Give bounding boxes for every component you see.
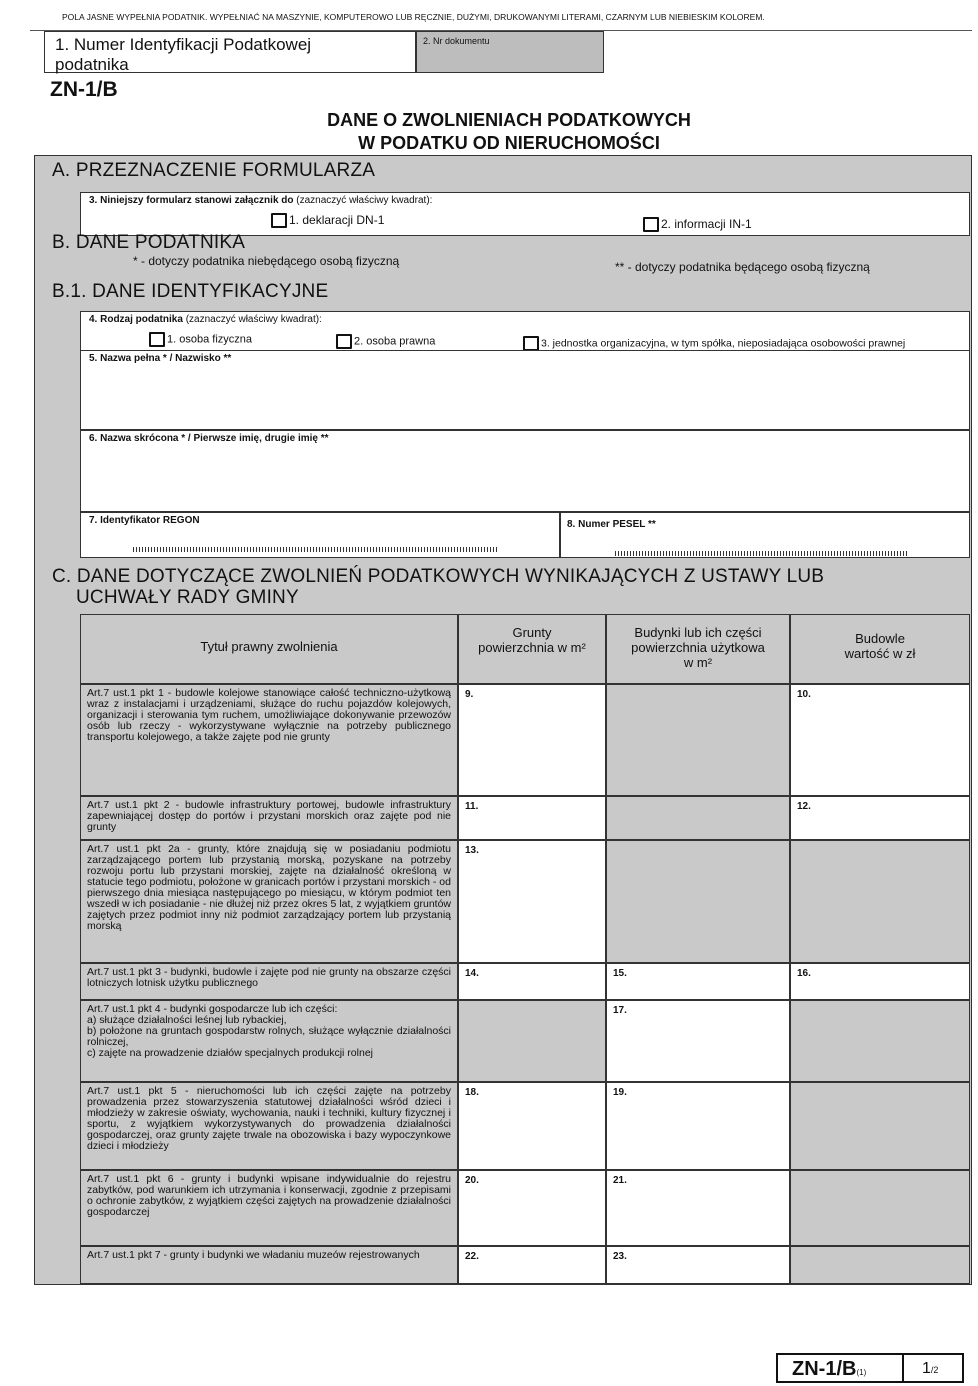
pesel-comb xyxy=(615,551,907,556)
exemption-value-cell xyxy=(606,796,790,840)
option-in1-label: 2. informacji IN-1 xyxy=(661,217,752,231)
exemption-value-cell[interactable] xyxy=(790,684,970,796)
exemption-title-text: Art.7 ust.1 pkt 7 - grunty i budynki we władaniu muzeów rejestrowanych xyxy=(87,1249,420,1261)
field-number: 9. xyxy=(465,689,474,700)
exemption-value-cell[interactable] xyxy=(458,684,606,796)
option-natural-person-label: 1. osoba fizyczna xyxy=(167,333,252,346)
pesel-field[interactable] xyxy=(560,512,970,558)
regon-comb xyxy=(133,547,497,552)
field-number xyxy=(791,1247,969,1255)
footer-page: 1 xyxy=(922,1360,931,1377)
col-header-buildings-l3: w m² xyxy=(683,655,713,670)
exemption-value-cell[interactable] xyxy=(458,1082,606,1170)
col-header-structures-l1: Budowle xyxy=(855,631,905,646)
section-b-title: B. DANE PODATNIKA xyxy=(52,232,246,253)
exemption-value-cell xyxy=(458,1000,606,1082)
col-header-structures-l2: wartość w zł xyxy=(844,646,916,661)
full-name-label: 5. Nazwa pełna * / Nazwisko ** xyxy=(89,353,232,364)
option-organization[interactable] xyxy=(523,336,905,351)
exemption-value-cell[interactable] xyxy=(458,840,606,963)
exemption-title-cell xyxy=(80,840,458,963)
field-number: 15. xyxy=(613,968,627,979)
col-header-title-text: Tytuł prawny zwolnienia xyxy=(200,639,338,654)
exemption-value-cell xyxy=(790,1000,970,1082)
col-header-buildings-l1: Budynki lub ich części xyxy=(634,625,762,640)
nip-field[interactable] xyxy=(44,31,416,73)
field-number xyxy=(459,1001,605,1009)
field-number: 12. xyxy=(797,801,811,812)
document-number-field xyxy=(416,31,604,73)
field-number: 21. xyxy=(613,1175,627,1186)
field-number: 19. xyxy=(613,1087,627,1098)
col-header-buildings xyxy=(606,614,790,684)
option-dn1-label: 1. deklaracji DN-1 xyxy=(289,213,385,227)
field-number: 23. xyxy=(613,1251,627,1262)
exemption-title-text: Art.7 ust.1 pkt 4 - budynki gospodarcze lub ich części: a) służące działalności leśnej lub rybackiej, b) położone na gruntach gospodarstw rolnych, służące wyłącznie działalności rolniczej, c) zajęte na prowadzenie działów specjalnych produkcji rolnej xyxy=(87,1003,451,1059)
exemption-value-cell[interactable] xyxy=(458,1246,606,1284)
footer-page-total: /2 xyxy=(930,1365,939,1375)
exemption-value-cell[interactable] xyxy=(606,1000,790,1082)
field3-label: 3. Niniejszy formularz stanowi załącznik do xyxy=(89,195,294,206)
document-number-label: 2. Nr dokumentu xyxy=(423,36,490,46)
note-natural-person: ** - dotyczy podatnika będącego osobą fizyczną xyxy=(615,260,870,274)
form-code: ZN-1/B xyxy=(50,78,118,101)
short-name-field[interactable] xyxy=(80,430,970,512)
field-number: 18. xyxy=(465,1087,479,1098)
exemption-value-cell[interactable] xyxy=(458,796,606,840)
full-name-field[interactable] xyxy=(80,350,970,430)
option-dn1[interactable] xyxy=(271,213,384,228)
exemption-title-text: Art.7 ust.1 pkt 5 - nieruchomości lub ich części zajęte na potrzeby prowadzenia przez stowarzyszenia statutowej działalności wśród dzieci i młodzieży w zakresie oświaty, wychowania, nauki i techniki, kultury fizycznej i sportu, z wyjątkiem wykorzystywanych do prowadzenia działalności gospodarczej, oraz grunty zajęte trwale na obozowiska i bazy wypoczynkowe dzieci i młodzieży xyxy=(87,1085,451,1152)
col-header-land xyxy=(458,614,606,684)
col-header-buildings-l2: powierzchnia użytkowa xyxy=(631,640,765,655)
section-a-title: A. PRZEZNACZENIE FORMULARZA xyxy=(52,160,376,181)
field4-label: 4. Rodzaj podatnika xyxy=(89,314,183,325)
exemption-value-cell xyxy=(790,1246,970,1284)
exemption-title-cell xyxy=(80,684,458,796)
field-number xyxy=(791,841,969,849)
exemption-value-cell[interactable] xyxy=(790,963,970,1000)
exemption-value-cell[interactable] xyxy=(458,1170,606,1246)
field-number xyxy=(607,797,789,805)
field-number: 17. xyxy=(613,1005,627,1016)
checkbox-organization[interactable] xyxy=(523,336,539,351)
exemption-value-cell[interactable] xyxy=(458,963,606,1000)
field-number xyxy=(607,685,789,693)
form-title-line1: DANE O ZWOLNIENIACH PODATKOWYCH xyxy=(327,110,691,130)
exemption-value-cell xyxy=(790,840,970,963)
field3-box xyxy=(80,192,970,236)
exemption-value-cell[interactable] xyxy=(606,1170,790,1246)
exemption-value-cell xyxy=(790,1082,970,1170)
exemption-title-text: Art.7 ust.1 pkt 3 - budynki, budowle i zajęte pod nie grunty na obszarze części lotniczych lotnisk użytku publicznego xyxy=(87,966,451,989)
checkbox-in1[interactable] xyxy=(643,217,659,232)
nip-label: 1. Numer Identyfikacji Podatkowej podatnika xyxy=(55,35,312,74)
exemption-title-text: Art.7 ust.1 pkt 6 - grunty i budynki wpisane indywidualnie do rejestru zabytków, pod warunkiem ich utrzymania i konserwacji, zgodnie z przepisami o ochronie zabytków, z wyjątkiem części zajętych na prowadzenie działalności gospodarczej xyxy=(87,1173,451,1218)
exemption-value-cell xyxy=(790,1170,970,1246)
field-number: 11. xyxy=(465,801,479,812)
field-number: 22. xyxy=(465,1251,479,1262)
field-number: 16. xyxy=(797,968,811,979)
exemption-title-text: Art.7 ust.1 pkt 2 - budowle infrastruktury portowej, budowle infrastruktury zapewniającej dostęp do portów i przystani morskich oraz zajęte pod nie grunty xyxy=(87,799,451,833)
exemption-value-cell[interactable] xyxy=(606,1082,790,1170)
field-number: 10. xyxy=(797,689,811,700)
section-c-title-line2: UCHWAŁY RADY GMINY xyxy=(76,587,299,608)
option-organization-label: 3. jednostka organizacyjna, w tym spółka, nieposiadająca osobowości prawnej xyxy=(541,337,906,350)
exemption-value-cell[interactable] xyxy=(790,796,970,840)
short-name-label: 6. Nazwa skrócona * / Pierwsze imię, drugie imię ** xyxy=(89,433,329,444)
exemption-value-cell xyxy=(606,684,790,796)
col-header-land-l2: powierzchnia w m² xyxy=(478,640,586,655)
option-legal-person-label: 2. osoba prawna xyxy=(354,335,436,348)
field-number xyxy=(791,1171,969,1179)
footer-form-code: ZN-1/B xyxy=(792,1358,857,1380)
checkbox-dn1[interactable] xyxy=(271,213,287,228)
field-number: 13. xyxy=(465,845,479,856)
field-number: 14. xyxy=(465,968,479,979)
exemption-title-text: Art.7 ust.1 pkt 1 - budowle kolejowe stanowiące całość techniczno-użytkową wraz z instalacjami i urządzeniami, służące do ruchu pojazdów kolejowych, organizacji i sterowania tym ruchem, umożliwiające dokonywanie przewozów osób lub rzeczy - wykorzystywane wyłącznie na potrzeby publicznego transportu kolejowego, a także zajęte pod nie grunty xyxy=(87,687,451,743)
exemption-title-cell xyxy=(80,796,458,840)
section-b1-title: B.1. DANE IDENTYFIKACYJNE xyxy=(52,281,329,302)
exemption-title-cell xyxy=(80,1170,458,1246)
exemption-title-cell xyxy=(80,1082,458,1170)
col-header-title xyxy=(80,614,458,684)
pesel-label: 8. Numer PESEL ** xyxy=(567,519,656,530)
col-header-structures xyxy=(790,614,970,684)
exemption-title-text: Art.7 ust.1 pkt 2a - grunty, które znajdują się w posiadaniu podmiotu zarządzającego portem lub przystanią morską, pozyskane na potrzeby rozwoju portu lub przystani morskiej, zajęte na działalność określoną w statucie tego podmiotu, położone w granicach portów i przystani morskich - od pierwszego dnia miesiąca następującego po miesiącu, w którym podmiot ten wszedł w ich posiadanie - nie dłużej niż przez okres 5 lat, z wyjątkiem gruntów zajętych przez podmiot inny niż podmiot zarządzający portem lub przystanią morską xyxy=(87,843,451,932)
field-number xyxy=(791,1001,969,1009)
note-legal-person: * - dotyczy podatnika niebędącego osobą fizyczną xyxy=(133,254,400,268)
col-header-land-l1: Grunty xyxy=(512,625,552,640)
instruction-note: POLA JASNE WYPEŁNIA PODATNIK. WYPEŁNIAĆ NA MASZYNIE, KOMPUTEROWO LUB RĘCZNIE, DUŻYMI, DRUKOWANYMI LITERAMI, CZARNYM LUB NIEBIESKIM KOLOREM. xyxy=(62,12,765,22)
footer-variant: (1) xyxy=(856,1368,867,1377)
field4-hint: (zaznaczyć właściwy kwadrat): xyxy=(185,314,322,325)
exemption-value-cell[interactable] xyxy=(606,1246,790,1284)
field-number xyxy=(607,841,789,849)
exemption-title-cell xyxy=(80,963,458,1000)
checkbox-natural-person[interactable] xyxy=(149,332,165,347)
exemption-value-cell[interactable] xyxy=(606,963,790,1000)
exemption-title-cell xyxy=(80,1000,458,1082)
field-number: 20. xyxy=(465,1175,479,1186)
exemption-value-cell xyxy=(606,840,790,963)
exemption-title-cell xyxy=(80,1246,458,1284)
footer-form-code-box xyxy=(776,1353,904,1383)
footer-page-box xyxy=(904,1353,964,1383)
checkbox-legal-person[interactable] xyxy=(336,334,352,349)
field3-hint: (zaznaczyć właściwy kwadrat): xyxy=(296,195,433,206)
field-number xyxy=(791,1083,969,1091)
option-in1[interactable] xyxy=(643,217,752,232)
regon-label: 7. Identyfikator REGON xyxy=(89,515,200,526)
regon-field[interactable] xyxy=(80,512,560,558)
section-c-title-line1: C. DANE DOTYCZĄCE ZWOLNIEŃ PODATKOWYCH WYNIKAJĄCYCH Z USTAWY LUB xyxy=(52,566,825,587)
form-title-line2: W PODATKU OD NIERUCHOMOŚCI xyxy=(358,133,660,153)
option-legal-person[interactable] xyxy=(336,334,435,349)
option-natural-person[interactable] xyxy=(149,332,252,347)
